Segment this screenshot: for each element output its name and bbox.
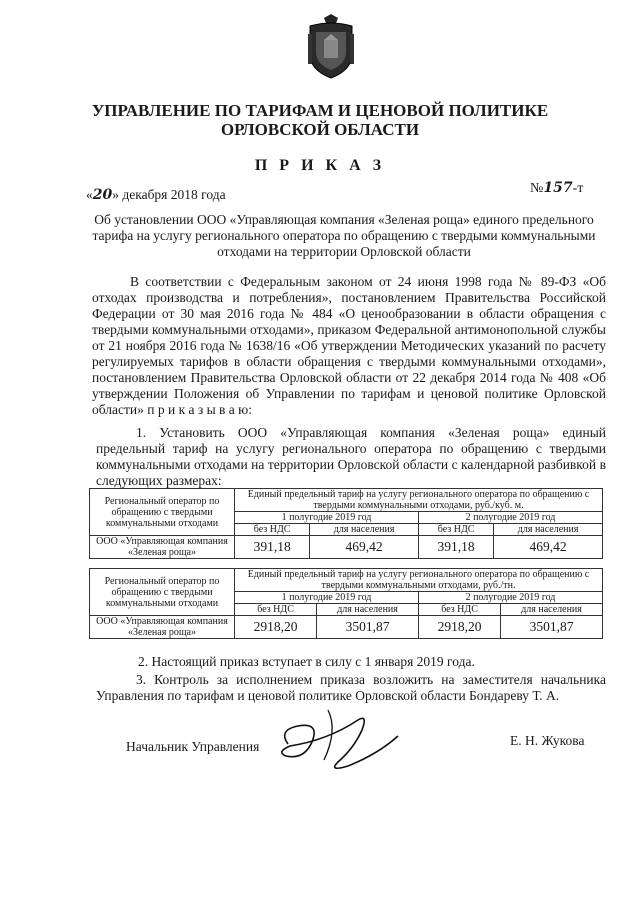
value-cell: 3501,87 [317,616,419,639]
table-row [90,616,603,639]
operator-name-cell: ООО «Управляющая компания «Зеленая роща» [90,536,235,559]
preamble-paragraph: В соответствии с Федеральным законом от 24 июня 1998 года № 89-ФЗ «Об отходах производства и потребления», постановлением Правительства Российской Федерации от 30 мая 2016 года № 484 «О ценообразовании в области обращения с твердыми коммунальными отходами», приказом Федеральной антимонопольной службы от 21 ноября 2016 года № 1638/16 «Об утверждении Методических указаний по расчету регулируемых тарифов в области обращения с твердыми коммунальными отходами», постановлением Правительства Орловской области от 22 декабря 2014 года № 408 «Об утверждении Положения об Управлении по тарифам и ценовой политике Орловской области» п р и к а з ы в а ю: [92,274,606,417]
col-population-2: для населения [494,524,603,536]
document-subject: Об установлении ООО «Управляющая компания «Зеленая роща» единого предельного тарифа на услугу регионального оператора по обращению с твердыми коммунальными отходами на территории Орловской области [92,212,596,259]
tariff-header-cell: Единый предельный тариф на услугу регионального оператора по обращению с твердыми коммунальными отходами, руб./куб. м. [235,489,603,512]
item-2-paragraph: 2. Настоящий приказ вступает в силу с 1 января 2019 года. [138,654,475,669]
document-number [530,180,583,197]
value-cell: 469,42 [494,536,603,559]
item-3-paragraph: 3. Контроль за исполнением приказа возложить на заместителя начальника Управления по тарифам и ценовой политике Орловской области Бондареву Т. А. [96,672,606,703]
half-1-header: 1 полугодие 2019 год [235,512,419,524]
document-date [86,187,226,203]
table-row [90,489,603,512]
operator-header-cell: Региональный оператор по обращению с твердыми коммунальными отходами [90,569,235,616]
number-value: 157 [543,180,573,196]
col-population-1: для населения [317,604,419,616]
col-no-vat-2: без НДС [418,524,493,536]
tariff-table-weight [89,568,603,639]
date-close-quote: » [112,187,119,202]
number-prefix: № [530,181,544,196]
half-1-header: 1 полугодие 2019 год [235,592,419,604]
value-cell: 391,18 [418,536,493,559]
date-rest: декабря 2018 года [118,187,226,202]
half-2-header: 2 полугодие 2019 год [418,592,602,604]
number-suffix: -т [572,181,584,196]
half-2-header: 2 полугодие 2019 год [418,512,602,524]
document-type: П Р И К А З [254,157,386,174]
organization-name [0,101,640,139]
value-cell: 469,42 [310,536,419,559]
date-day: 20 [92,187,113,203]
org-line-2: ОРЛОВСКОЙ ОБЛАСТИ [220,120,420,139]
value-cell: 2918,20 [418,616,500,639]
col-population-2: для населения [501,604,603,616]
col-population-1: для населения [310,524,419,536]
signatory-title: Начальник Управления [126,739,260,754]
org-line-1: УПРАВЛЕНИЕ ПО ТАРИФАМ И ЦЕНОВОЙ ПОЛИТИКЕ [91,101,549,120]
item-1-paragraph: 1. Установить ООО «Управляющая компания «Зеленая роща» единый предельный тариф на услугу регионального оператора по обращению с твердыми коммунальными отходами на территории Орловской области с календарной разбивкой в следующих размерах: [96,425,606,488]
operator-header-cell: Региональный оператор по обращению с твердыми коммунальными отходами [90,489,235,536]
col-no-vat-1: без НДС [235,604,317,616]
signatory-name: Е. Н. Жукова [510,733,585,748]
value-cell: 2918,20 [235,616,317,639]
table-row [90,536,603,559]
tariff-table-volume [89,488,603,559]
coat-of-arms-emblem [304,14,358,80]
operator-name-cell: ООО «Управляющая компания «Зеленая роща» [90,616,235,639]
value-cell: 3501,87 [501,616,603,639]
col-no-vat-1: без НДС [235,524,310,536]
col-no-vat-2: без НДС [418,604,500,616]
table-row [90,569,603,592]
date-open-quote: « [86,187,93,202]
handwritten-signature [268,700,418,782]
tariff-header-cell: Единый предельный тариф на услугу регионального оператора по обращению с твердыми коммунальными отходами, руб./тн. [235,569,603,592]
value-cell: 391,18 [235,536,310,559]
